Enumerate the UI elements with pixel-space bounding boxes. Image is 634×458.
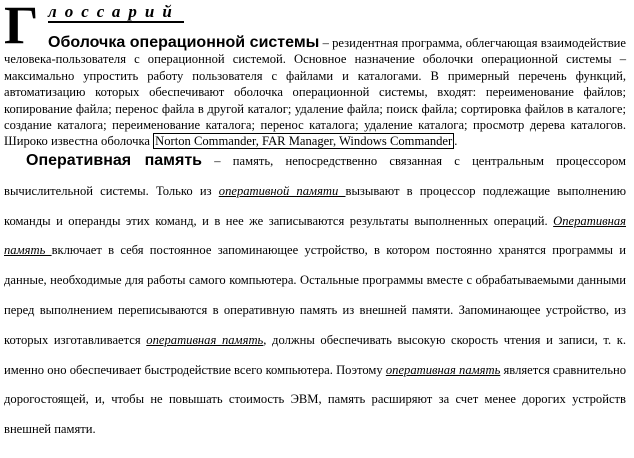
ram-link-3[interactable]: оперативная память	[146, 332, 264, 347]
term-shell: Оболочка операционной системы	[48, 34, 320, 51]
indent	[4, 36, 48, 50]
ram-link-4[interactable]: оперативная память	[385, 362, 501, 377]
entry-ram-paragraph	[4, 146, 626, 445]
entry-shell-paragraph	[4, 35, 626, 150]
shell-definition-text: – резидентная программа, облегчающая взаимодействие человека-пользователя с операционной системой. Основное назначение оболочки операционной системы – максимально упростить работу пользователя с файлами и каталогами. В примерный перечень функций, автоматизацию которых обеспечивают оболочка операционной системы, входят: переименование файлов; копирование файла; перенос файла в другой каталог; удаление файла; поиск файла; сортировка файлов в каталоге; создание каталога; переименование каталога; перенос каталога; удаление каталога; просмотр дерева каталогов. Широко известна оболочка	[4, 36, 626, 149]
ram-text-3: включает в себя постоянное запоминающее устройство, в котором постоянно хранятся программы и данные, необходимые для работы самого компьютера. Остальные программы вместе с обрабатываемыми данными перед выполнением переписываются в оперативную память из внешней памяти. Запоминающее устройство, из которых изготавливается	[4, 243, 626, 347]
ram-text-5: является сравнительно дорогостоящей, и, чтобы не повышать стоимость ЭВМ, память расширяют за счет менее дорогих устройств внешней памяти.	[4, 362, 626, 437]
ram-link-2[interactable]: Оперативная память	[4, 213, 626, 258]
shell-definition-end: .	[454, 134, 458, 149]
drop-cap-letter: Г	[4, 0, 39, 55]
glossary-title: лоссарий	[48, 2, 184, 23]
ram-text-1: – память, непосредственно связанная с центральным процессором вычислительной системы. Только из	[4, 154, 626, 198]
shell-examples-box: Norton Commander, FAR Manager, Windows Commander	[155, 134, 453, 149]
ram-text-2: вызывают в процессор подлежащие выполнению команды и операнды этих команд, и в нее же записываются результаты выполненных операций.	[4, 183, 626, 228]
term-ram: Оперативная память	[26, 152, 203, 169]
ram-link-1[interactable]: оперативной памяти	[218, 183, 346, 198]
ram-text-4: , должны обеспечивать высокую скорость чтения и записи, т. к. именно оно обеспечивает быстродействие всего компьютера. Поэтому	[4, 332, 627, 377]
